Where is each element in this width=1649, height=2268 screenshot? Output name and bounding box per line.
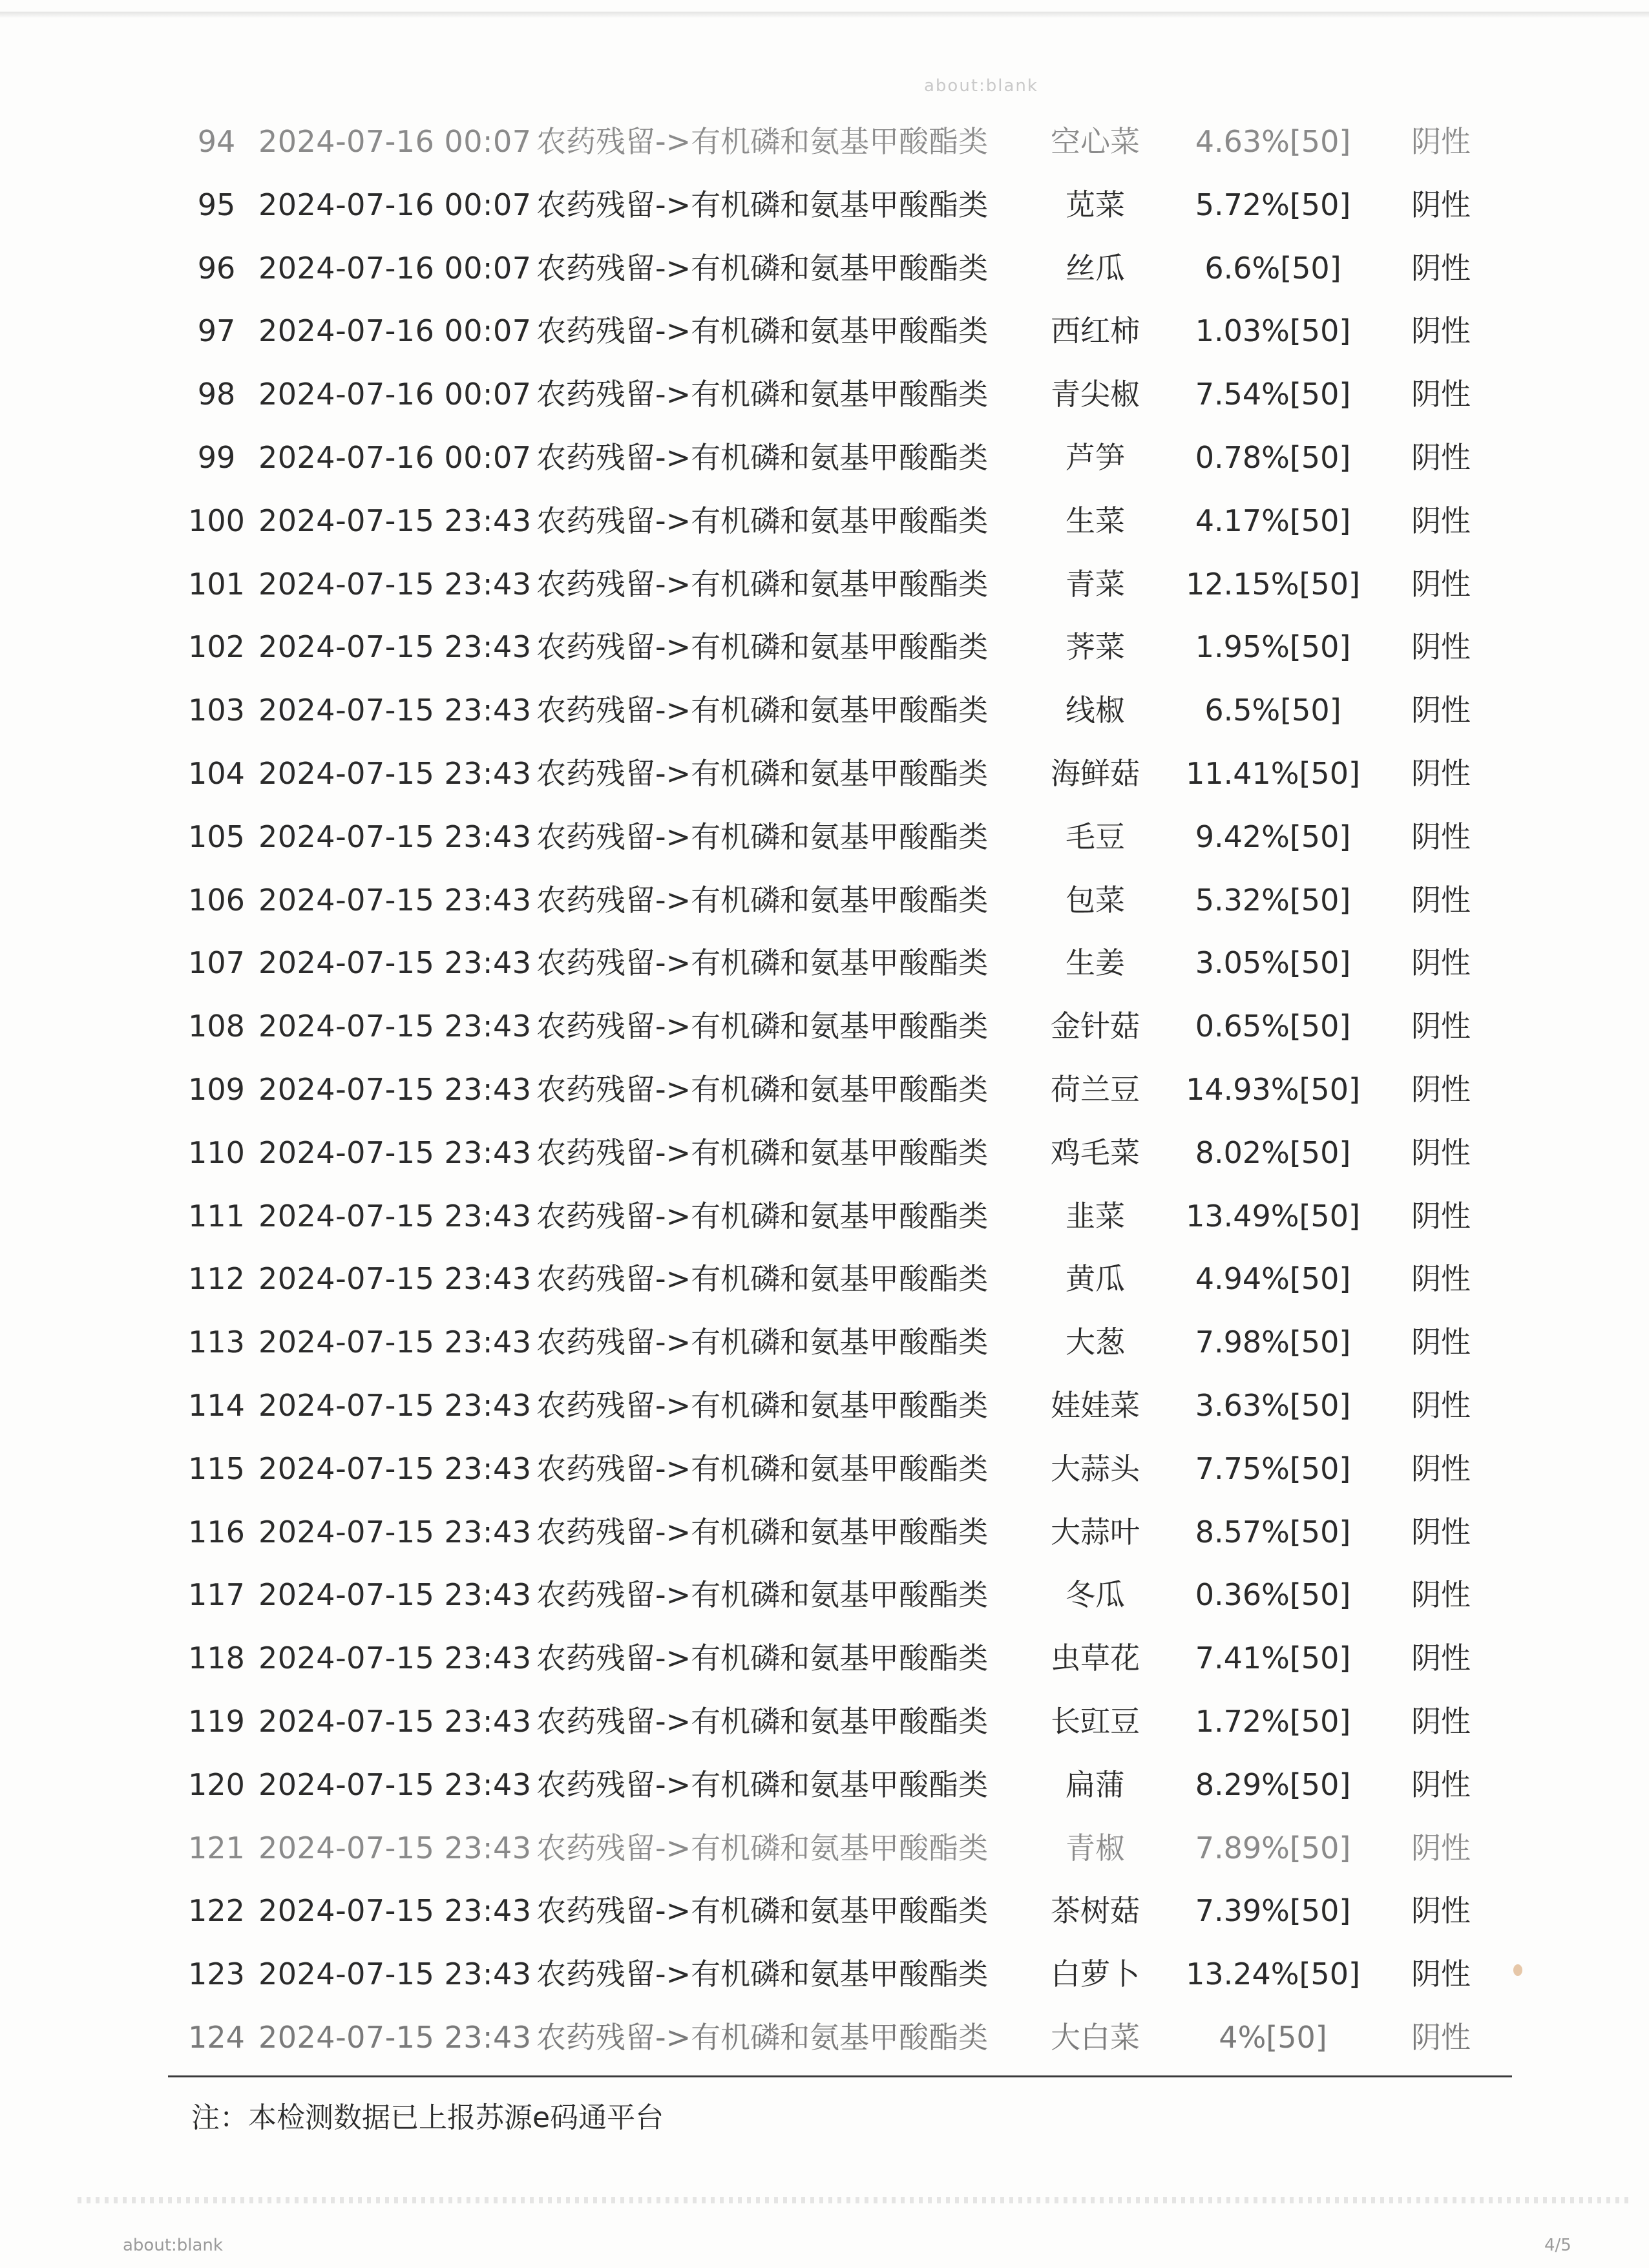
row-time: 2024-07-15 23:43	[258, 945, 532, 981]
table-row	[0, 1879, 1649, 1942]
row-result: 阴性	[1411, 1451, 1471, 1486]
table-row	[0, 362, 1649, 426]
row-item: 农药残留->有机磷和氨基甲酸酯类	[536, 1893, 989, 1929]
table-row	[0, 615, 1649, 678]
row-result: 阴性	[1411, 1135, 1471, 1170]
row-result: 阴性	[1411, 1325, 1471, 1360]
row-time: 2024-07-15 23:43	[258, 1325, 532, 1360]
row-result: 阴性	[1411, 819, 1471, 854]
row-rate: 7.54%[50]	[1195, 377, 1351, 412]
row-result: 阴性	[1411, 124, 1471, 159]
row-sample: 虫草花	[1051, 1641, 1140, 1676]
row-number: 112	[188, 1261, 245, 1297]
row-time: 2024-07-15 23:43	[258, 1261, 532, 1297]
row-time: 2024-07-16 00:07	[258, 313, 532, 349]
row-time: 2024-07-15 23:43	[258, 2020, 532, 2055]
row-rate: 7.75%[50]	[1195, 1451, 1351, 1486]
row-number: 116	[188, 1514, 245, 1549]
row-number: 121	[188, 1830, 245, 1865]
row-item: 农药残留->有机磷和氨基甲酸酯类	[536, 377, 989, 412]
row-rate: 7.89%[50]	[1195, 1830, 1351, 1865]
table-row	[0, 299, 1649, 362]
row-result: 阴性	[1411, 1198, 1471, 1234]
row-item: 农药残留->有机磷和氨基甲酸酯类	[536, 1767, 989, 1802]
row-time: 2024-07-16 00:07	[258, 124, 532, 159]
row-sample: 长豇豆	[1051, 1704, 1140, 1739]
row-number: 96	[197, 250, 236, 286]
row-result: 阴性	[1411, 1388, 1471, 1423]
row-rate: 13.49%[50]	[1186, 1198, 1360, 1234]
row-rate: 8.02%[50]	[1195, 1135, 1351, 1170]
table-row	[0, 1942, 1649, 2006]
row-item: 农药残留->有机磷和氨基甲酸酯类	[536, 250, 989, 286]
row-number: 101	[188, 566, 245, 602]
row-number: 102	[188, 629, 245, 665]
row-sample: 茶树菇	[1051, 1893, 1140, 1929]
row-sample: 冬瓜	[1066, 1577, 1125, 1613]
row-time: 2024-07-15 23:43	[258, 1641, 532, 1676]
row-rate: 0.36%[50]	[1195, 1577, 1351, 1613]
row-rate: 3.63%[50]	[1195, 1388, 1351, 1423]
row-result: 阴性	[1411, 1767, 1471, 1802]
row-number: 110	[188, 1135, 245, 1170]
row-item: 农药残留->有机磷和氨基甲酸酯类	[536, 566, 989, 602]
row-item: 农药残留->有机磷和氨基甲酸酯类	[536, 819, 989, 854]
row-rate: 9.42%[50]	[1195, 819, 1351, 854]
row-rate: 13.24%[50]	[1186, 1957, 1360, 1992]
table-row	[0, 868, 1649, 932]
table-row	[0, 1121, 1649, 1184]
row-result: 阴性	[1411, 1830, 1471, 1865]
row-time: 2024-07-15 23:43	[258, 1009, 532, 1044]
row-result: 阴性	[1411, 1577, 1471, 1613]
row-item: 农药残留->有机磷和氨基甲酸酯类	[536, 945, 989, 981]
row-sample: 大蒜头	[1051, 1451, 1140, 1486]
row-sample: 青尖椒	[1051, 377, 1140, 412]
row-sample: 芦笋	[1066, 440, 1125, 475]
scan-speck	[1513, 1964, 1522, 1976]
row-item: 农药残留->有机磷和氨基甲酸酯类	[536, 1830, 989, 1865]
row-item: 农药残留->有机磷和氨基甲酸酯类	[536, 882, 989, 918]
table-row	[0, 1247, 1649, 1310]
row-rate: 1.03%[50]	[1195, 313, 1351, 349]
row-item: 农药残留->有机磷和氨基甲酸酯类	[536, 756, 989, 791]
row-item: 农药残留->有机磷和氨基甲酸酯类	[536, 1514, 989, 1549]
row-result: 阴性	[1411, 1009, 1471, 1044]
table-row	[0, 426, 1649, 489]
row-time: 2024-07-16 00:07	[258, 377, 532, 412]
table-row	[0, 1500, 1649, 1564]
row-number: 94	[197, 124, 236, 159]
row-rate: 3.05%[50]	[1195, 945, 1351, 981]
table-row	[0, 110, 1649, 173]
row-rate: 5.72%[50]	[1195, 187, 1351, 222]
row-item: 农药残留->有机磷和氨基甲酸酯类	[536, 1325, 989, 1360]
row-rate: 4.63%[50]	[1195, 124, 1351, 159]
row-time: 2024-07-15 23:43	[258, 1072, 532, 1107]
row-number: 118	[188, 1641, 245, 1676]
row-number: 105	[188, 819, 245, 854]
row-number: 123	[188, 1957, 245, 1992]
table-row	[0, 1816, 1649, 1880]
row-number: 98	[197, 377, 236, 412]
row-sample: 生姜	[1066, 945, 1125, 981]
row-sample: 青菜	[1066, 566, 1125, 602]
row-rate: 1.72%[50]	[1195, 1704, 1351, 1739]
row-item: 农药残留->有机磷和氨基甲酸酯类	[536, 1577, 989, 1613]
row-result: 阴性	[1411, 882, 1471, 918]
table-row	[0, 742, 1649, 805]
row-item: 农药残留->有机磷和氨基甲酸酯类	[536, 693, 989, 728]
footer-scan-noise	[78, 2197, 1628, 2203]
row-item: 农药残留->有机磷和氨基甲酸酯类	[536, 1009, 989, 1044]
row-number: 108	[188, 1009, 245, 1044]
row-item: 农药残留->有机磷和氨基甲酸酯类	[536, 1704, 989, 1739]
footer-page-number: 4/5	[1544, 2236, 1571, 2255]
row-rate: 12.15%[50]	[1186, 566, 1360, 602]
row-number: 122	[188, 1893, 245, 1929]
row-number: 107	[188, 945, 245, 981]
row-sample: 包菜	[1066, 882, 1125, 918]
row-item: 农药残留->有机磷和氨基甲酸酯类	[536, 124, 989, 159]
row-time: 2024-07-15 23:43	[258, 1198, 532, 1234]
row-item: 农药残留->有机磷和氨基甲酸酯类	[536, 1388, 989, 1423]
row-result: 阴性	[1411, 693, 1471, 728]
row-sample: 金针菇	[1051, 1009, 1140, 1044]
table-row	[0, 236, 1649, 300]
row-result: 阴性	[1411, 566, 1471, 602]
row-number: 113	[188, 1325, 245, 1360]
row-item: 农药残留->有机磷和氨基甲酸酯类	[536, 503, 989, 538]
row-rate: 4.94%[50]	[1195, 1261, 1351, 1297]
row-number: 120	[188, 1767, 245, 1802]
row-sample: 鸡毛菜	[1051, 1135, 1140, 1170]
row-result: 阴性	[1411, 1261, 1471, 1297]
row-sample: 荠菜	[1066, 629, 1125, 665]
row-number: 124	[188, 2020, 245, 2055]
row-item: 农药残留->有机磷和氨基甲酸酯类	[536, 629, 989, 665]
row-sample: 苋菜	[1066, 187, 1125, 222]
row-item: 农药残留->有机磷和氨基甲酸酯类	[536, 313, 989, 349]
row-time: 2024-07-15 23:43	[258, 629, 532, 665]
row-result: 阴性	[1411, 1957, 1471, 1992]
row-sample: 大葱	[1066, 1325, 1125, 1360]
row-rate: 14.93%[50]	[1186, 1072, 1360, 1107]
table-row	[0, 552, 1649, 616]
row-result: 阴性	[1411, 440, 1471, 475]
row-result: 阴性	[1411, 1514, 1471, 1549]
table-row	[0, 1437, 1649, 1500]
row-item: 农药残留->有机磷和氨基甲酸酯类	[536, 1072, 989, 1107]
row-number: 115	[188, 1451, 245, 1486]
row-item: 农药残留->有机磷和氨基甲酸酯类	[536, 2020, 989, 2055]
row-rate: 6.6%[50]	[1204, 250, 1341, 286]
row-sample: 娃娃菜	[1051, 1388, 1140, 1423]
row-result: 阴性	[1411, 377, 1471, 412]
row-number: 95	[197, 187, 236, 222]
row-sample: 大蒜叶	[1051, 1514, 1140, 1549]
row-time: 2024-07-15 23:43	[258, 819, 532, 854]
table-row	[0, 805, 1649, 868]
row-time: 2024-07-15 23:43	[258, 503, 532, 538]
row-result: 阴性	[1411, 945, 1471, 981]
table-row	[0, 1563, 1649, 1626]
row-time: 2024-07-15 23:43	[258, 1767, 532, 1802]
table-row	[0, 2006, 1649, 2069]
row-rate: 0.78%[50]	[1195, 440, 1351, 475]
row-number: 111	[188, 1198, 245, 1234]
row-time: 2024-07-15 23:43	[258, 1577, 532, 1613]
footer-url: about:blank	[123, 2236, 223, 2255]
page-top-edge	[0, 12, 1649, 18]
row-time: 2024-07-15 23:43	[258, 882, 532, 918]
row-sample: 毛豆	[1066, 819, 1125, 854]
table-row	[0, 1690, 1649, 1753]
row-rate: 0.65%[50]	[1195, 1009, 1351, 1044]
row-time: 2024-07-15 23:43	[258, 1830, 532, 1865]
table-row	[0, 1753, 1649, 1816]
row-rate: 8.29%[50]	[1195, 1767, 1351, 1802]
row-number: 109	[188, 1072, 245, 1107]
table-row	[0, 489, 1649, 552]
table-row	[0, 1374, 1649, 1437]
row-rate: 4.17%[50]	[1195, 503, 1351, 538]
row-time: 2024-07-15 23:43	[258, 693, 532, 728]
row-sample: 荷兰豆	[1051, 1072, 1140, 1107]
row-sample: 丝瓜	[1066, 250, 1125, 286]
row-number: 100	[188, 503, 245, 538]
row-sample: 西红柿	[1051, 313, 1140, 349]
row-result: 阴性	[1411, 1704, 1471, 1739]
row-time: 2024-07-15 23:43	[258, 566, 532, 602]
row-item: 农药残留->有机磷和氨基甲酸酯类	[536, 1641, 989, 1676]
row-time: 2024-07-15 23:43	[258, 756, 532, 791]
row-time: 2024-07-16 00:07	[258, 187, 532, 222]
table-row	[0, 1058, 1649, 1121]
table-row	[0, 994, 1649, 1058]
report-note: 注：本检测数据已上报苏源e码通平台	[191, 2101, 664, 2134]
row-number: 103	[188, 693, 245, 728]
row-result: 阴性	[1411, 2020, 1471, 2055]
table-row	[0, 678, 1649, 742]
row-item: 农药残留->有机磷和氨基甲酸酯类	[536, 1135, 989, 1170]
row-result: 阴性	[1411, 250, 1471, 286]
row-item: 农药残留->有机磷和氨基甲酸酯类	[536, 1451, 989, 1486]
row-time: 2024-07-15 23:43	[258, 1451, 532, 1486]
row-number: 119	[188, 1704, 245, 1739]
row-result: 阴性	[1411, 1641, 1471, 1676]
row-item: 农药残留->有机磷和氨基甲酸酯类	[536, 1957, 989, 1992]
table-row	[0, 931, 1649, 994]
row-result: 阴性	[1411, 629, 1471, 665]
row-time: 2024-07-15 23:43	[258, 1893, 532, 1929]
row-item: 农药残留->有机磷和氨基甲酸酯类	[536, 440, 989, 475]
row-rate: 5.32%[50]	[1195, 882, 1351, 918]
row-result: 阴性	[1411, 756, 1471, 791]
row-time: 2024-07-15 23:43	[258, 1957, 532, 1992]
row-sample: 扁蒲	[1066, 1767, 1125, 1802]
row-result: 阴性	[1411, 313, 1471, 349]
row-time: 2024-07-15 23:43	[258, 1514, 532, 1549]
row-number: 117	[188, 1577, 245, 1613]
row-number: 97	[197, 313, 236, 349]
row-result: 阴性	[1411, 187, 1471, 222]
row-sample: 海鲜菇	[1051, 756, 1140, 791]
row-time: 2024-07-16 00:07	[258, 250, 532, 286]
row-rate: 8.57%[50]	[1195, 1514, 1351, 1549]
row-time: 2024-07-15 23:43	[258, 1135, 532, 1170]
row-sample: 空心菜	[1051, 124, 1140, 159]
page-header-url: about:blank	[924, 76, 1038, 96]
row-sample: 青椒	[1066, 1830, 1125, 1865]
row-number: 99	[197, 440, 236, 475]
row-rate: 1.95%[50]	[1195, 629, 1351, 665]
row-time: 2024-07-15 23:43	[258, 1388, 532, 1423]
table-row	[0, 1184, 1649, 1248]
row-rate: 6.5%[50]	[1204, 693, 1341, 728]
row-sample: 线椒	[1066, 693, 1125, 728]
row-number: 104	[188, 756, 245, 791]
row-item: 农药残留->有机磷和氨基甲酸酯类	[536, 1261, 989, 1297]
row-rate: 4%[50]	[1219, 2020, 1327, 2055]
row-rate: 7.98%[50]	[1195, 1325, 1351, 1360]
table-row	[0, 1626, 1649, 1690]
row-sample: 大白菜	[1051, 2020, 1140, 2055]
row-sample: 黄瓜	[1066, 1261, 1125, 1297]
row-number: 114	[188, 1388, 245, 1423]
row-sample: 生菜	[1066, 503, 1125, 538]
row-sample: 白萝卜	[1051, 1957, 1140, 1992]
row-rate: 7.39%[50]	[1195, 1893, 1351, 1929]
row-sample: 韭菜	[1066, 1198, 1125, 1234]
row-result: 阴性	[1411, 1072, 1471, 1107]
row-number: 106	[188, 882, 245, 918]
row-rate: 7.41%[50]	[1195, 1641, 1351, 1676]
row-item: 农药残留->有机磷和氨基甲酸酯类	[536, 187, 989, 222]
row-rate: 11.41%[50]	[1186, 756, 1360, 791]
table-row	[0, 173, 1649, 236]
row-item: 农药残留->有机磷和氨基甲酸酯类	[536, 1198, 989, 1234]
row-time: 2024-07-15 23:43	[258, 1704, 532, 1739]
table-bottom-rule	[168, 2075, 1512, 2077]
table-row	[0, 1310, 1649, 1374]
row-result: 阴性	[1411, 503, 1471, 538]
row-result: 阴性	[1411, 1893, 1471, 1929]
row-time: 2024-07-16 00:07	[258, 440, 532, 475]
